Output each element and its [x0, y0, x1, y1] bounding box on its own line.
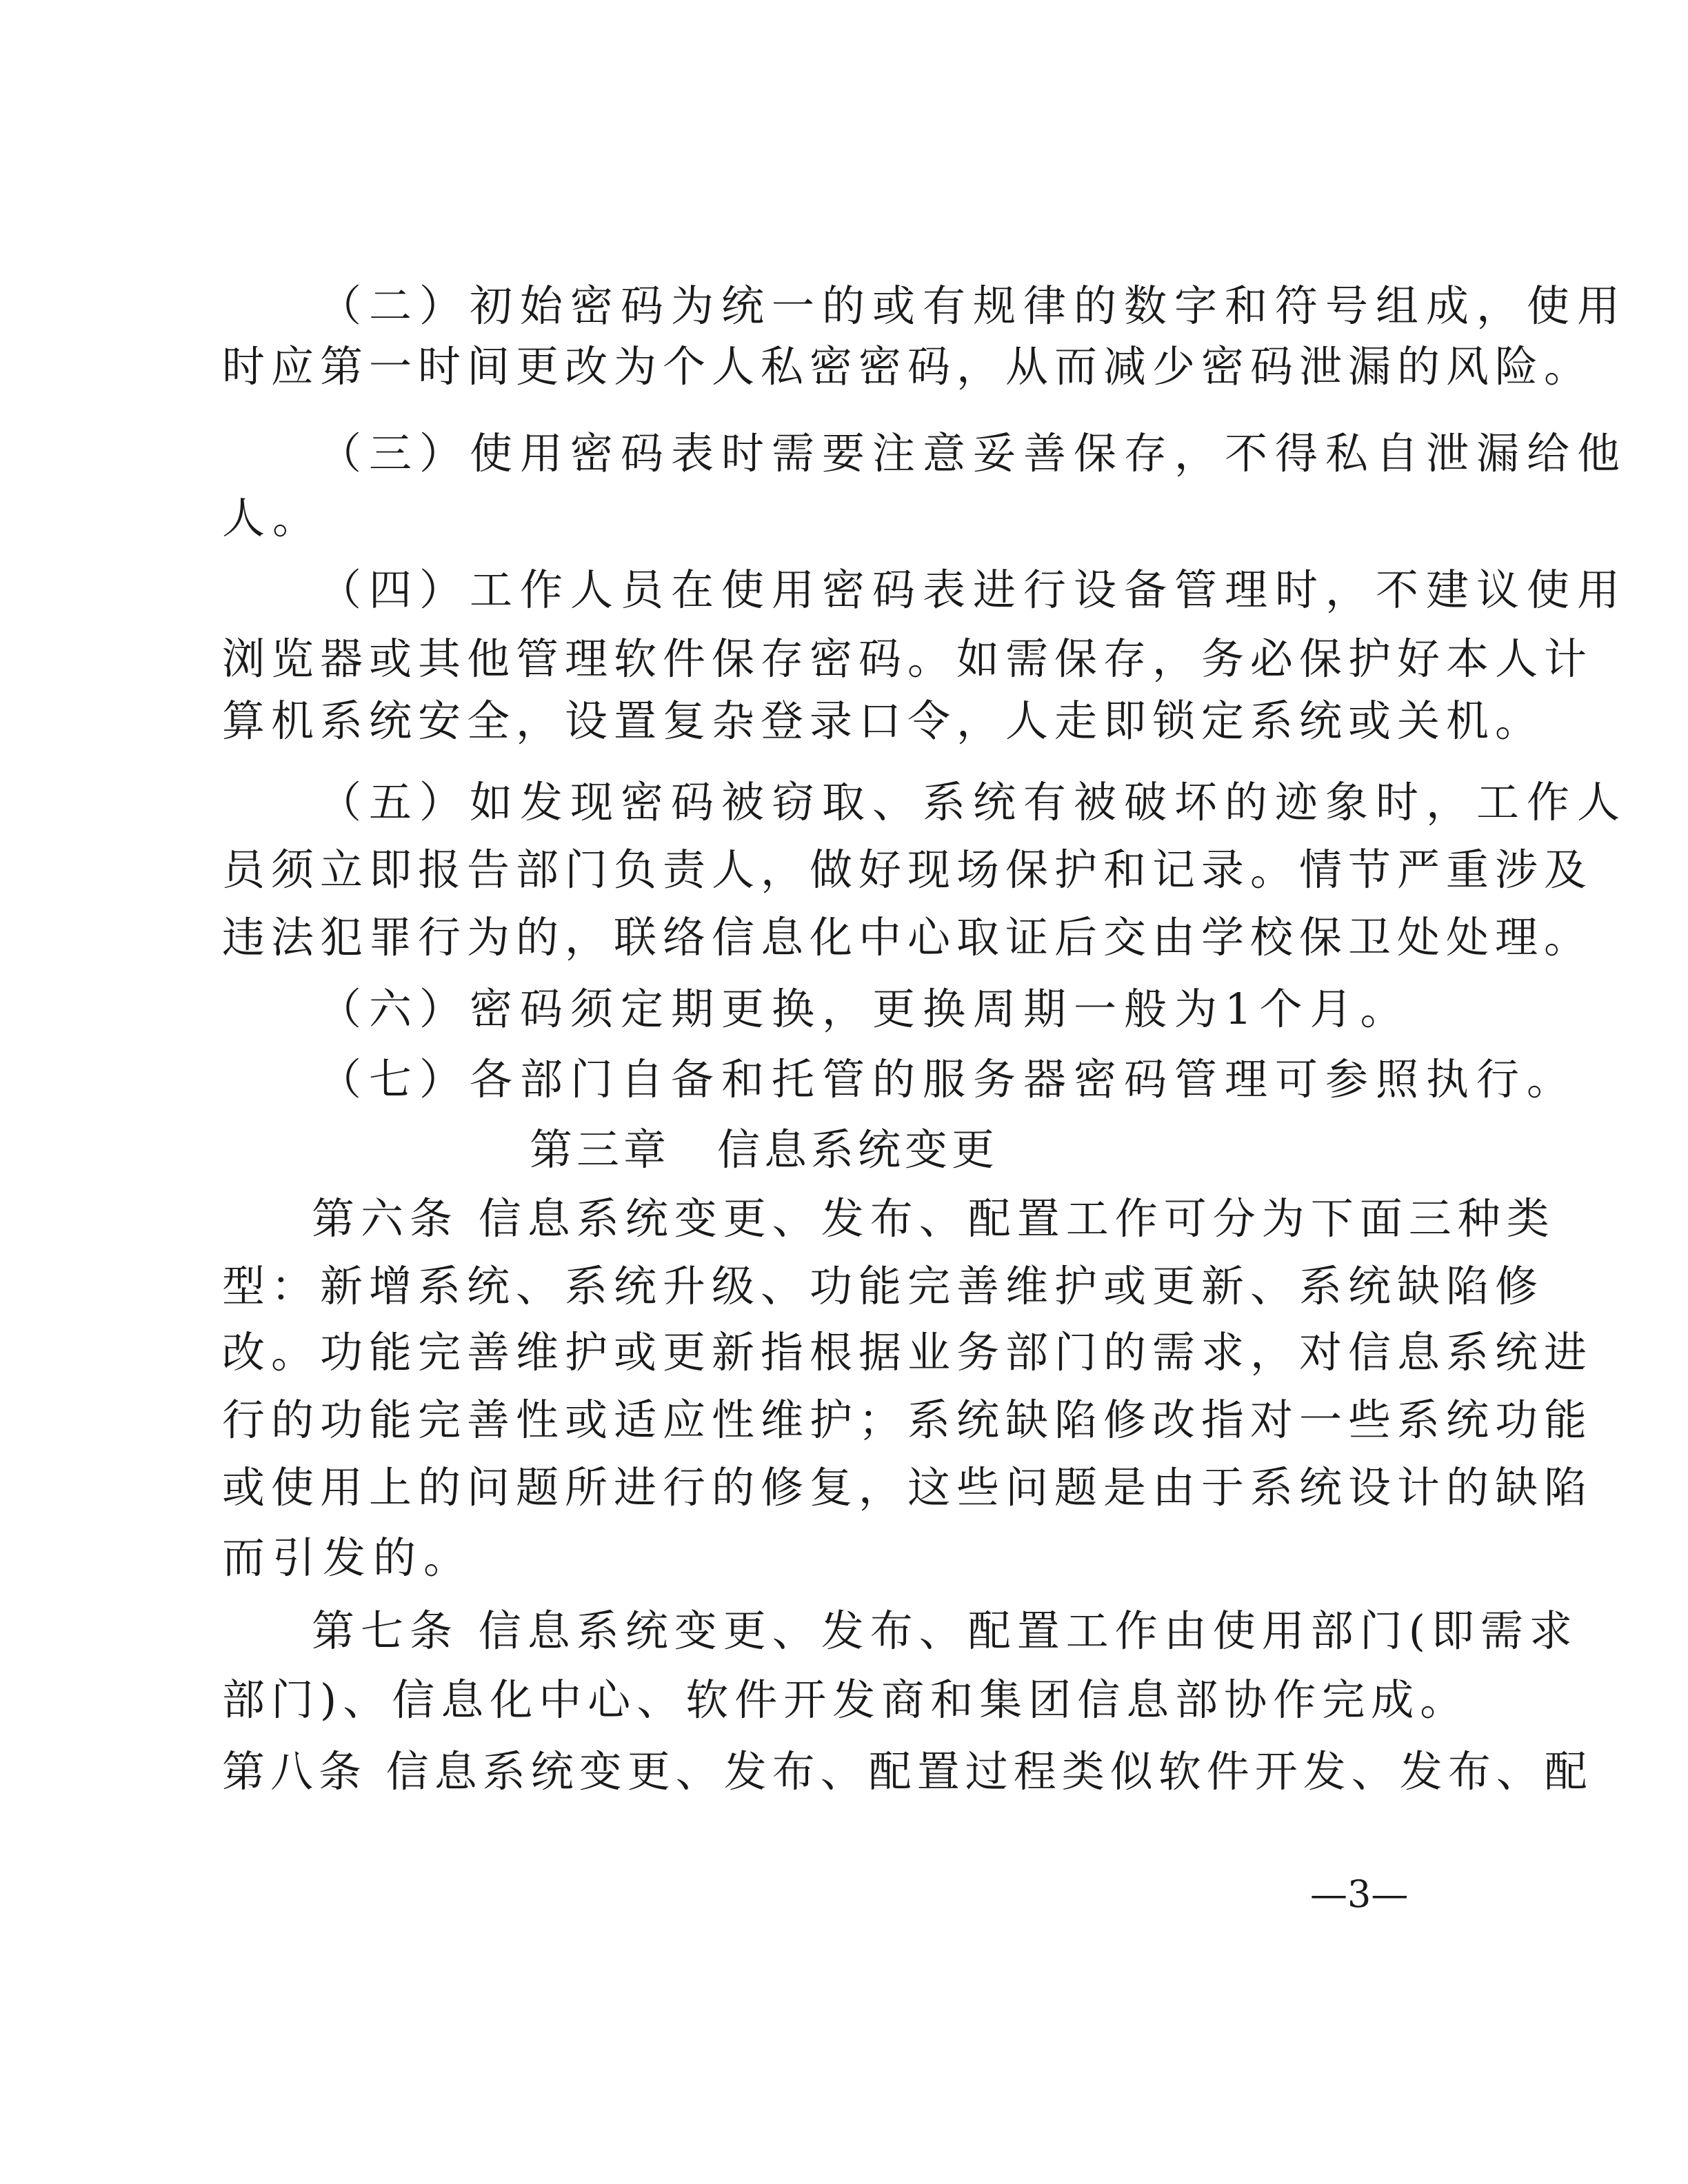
- para-5-line-2: 员须立即报告部门负责人，做好现场保护和记录。情节严重涉及: [222, 845, 1594, 895]
- para-2-line-2: 时应第一时间更改为个人私密密码，从而减少密码泄漏的风险。: [222, 341, 1594, 392]
- para-2-line-1: （二）初始密码为统一的或有规律的数字和符号组成，使用: [319, 281, 1628, 331]
- article-6-line-3: 改。功能完善维护或更新指根据业务部门的需求，对信息系统进: [222, 1327, 1594, 1377]
- article-6-line-2: 型：新增系统、系统升级、功能完善维护或更新、系统缺陷修: [222, 1261, 1545, 1311]
- article-6-line-5: 或使用上的问题所进行的修复，这些问题是由于系统设计的缺陷: [222, 1462, 1594, 1513]
- para-3-line-2: 人。: [222, 493, 323, 543]
- article-7-line-1: 第七条 信息系统变更、发布、配置工作由使用部门(即需求: [312, 1606, 1578, 1656]
- para-3-line-1: （三）使用密码表时需要注意妥善保存，不得私自泄漏给他: [319, 428, 1628, 478]
- article-8-line-1: 第八条 信息系统变更、发布、配置过程类似软件开发、发布、配: [222, 1746, 1593, 1797]
- para-5-line-3: 违法犯罪行为的，联络信息化中心取证后交由学校保卫处处理。: [222, 912, 1594, 962]
- article-6-line-4: 行的功能完善性或适应性维护；系统缺陷修改指对一些系统功能: [222, 1395, 1594, 1445]
- article-6-line-1: 第六条 信息系统变更、发布、配置工作可分为下面三种类: [312, 1193, 1556, 1244]
- page-number: —3—: [1310, 1872, 1409, 1916]
- article-6-line-6: 而引发的。: [222, 1533, 474, 1583]
- para-4-line-3: 算机系统安全，设置复杂登录口令，人走即锁定系统或关机。: [222, 696, 1545, 746]
- para-4-line-2: 浏览器或其他管理软件保存密码。如需保存，务必保护好本人计: [222, 634, 1594, 684]
- para-7-line-1: （七）各部门自备和托管的服务器密码管理可参照执行。: [319, 1054, 1578, 1104]
- para-4-line-1: （四）工作人员在使用密码表进行设备管理时，不建议使用: [319, 565, 1628, 615]
- chapter-title: 第三章 信息系统变更: [530, 1124, 999, 1175]
- article-7-line-2: 部门)、信息化中心、软件开发商和集团信息部协作完成。: [222, 1675, 1469, 1725]
- para-5-line-1: （五）如发现密码被窃取、系统有被破坏的迹象时，工作人: [319, 777, 1628, 827]
- para-6-line-1: （六）密码须定期更换，更换周期一般为1个月。: [319, 984, 1411, 1034]
